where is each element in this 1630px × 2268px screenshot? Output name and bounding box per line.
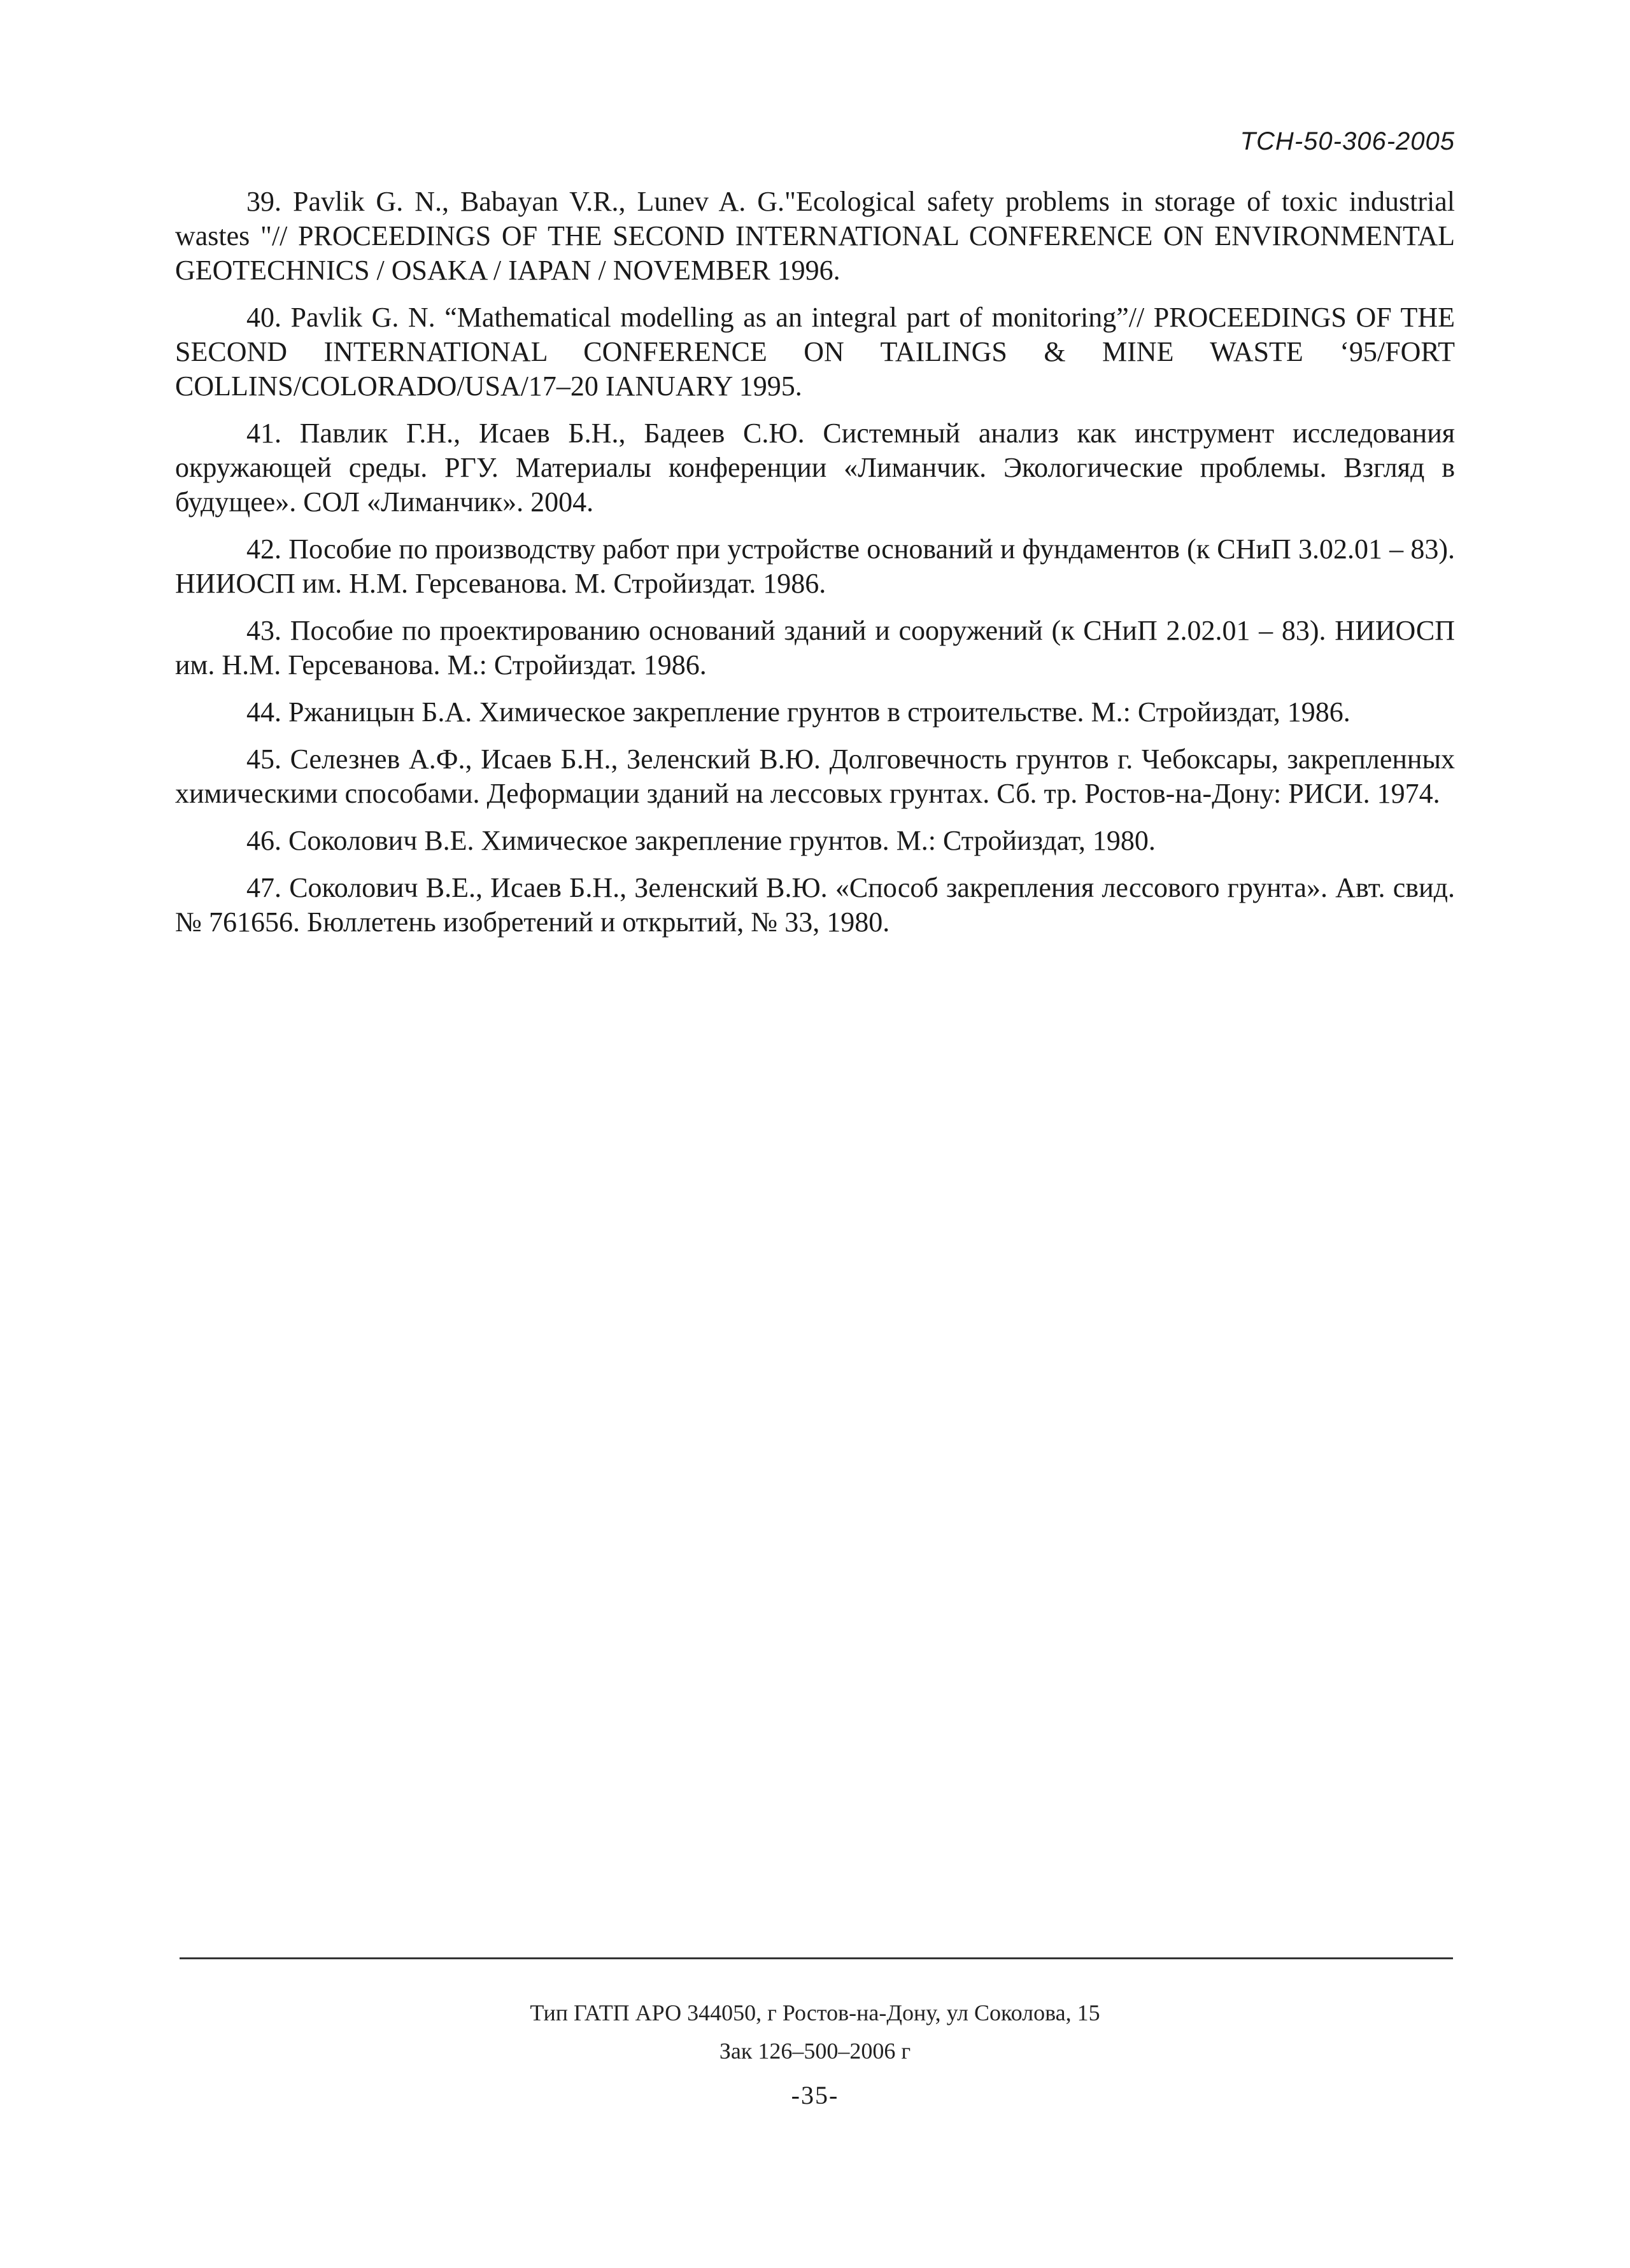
page-number: -35- bbox=[791, 2081, 839, 2110]
reference-item-41: 41. Павлик Г.Н., Исаев Б.Н., Бадеев С.Ю. Системный анализ как инструмент исследования окружающей среды. РГУ. Материалы конференции «Лиманчик. Экологические проблемы. Взгляд в будущее». СОЛ «Лиманчик». 2004. bbox=[175, 418, 1455, 518]
reference-item-40: 40. Pavlik G. N. “Mathematical modelling as an integral part of monitoring”// PROCEEDINGS OF THE SECOND INTERNATIONAL CONFERENCE ON TAILINGS & MINE WASTE ‘95/FORT COLLINS/COLORADO/USA/17–20 IANUARY 1995. bbox=[175, 302, 1455, 402]
reference-item-46: 46. Соколович В.Е. Химическое закрепление грунтов. М.: Стройиздат, 1980. bbox=[246, 825, 1156, 856]
reference-item-42: 42. Пособие по производству работ при устройстве оснований и фундаментов (к СНиП 3.02.01 – 83). НИИОСП им. Н.М. Герсеванова. М. Стройиздат. 1986. bbox=[175, 533, 1455, 599]
footer-divider bbox=[180, 1957, 1453, 1959]
order-number: Зак 126–500–2006 г bbox=[719, 2038, 911, 2064]
reference-list bbox=[175, 185, 1455, 952]
document-code: ТСН-50-306-2005 bbox=[1240, 127, 1455, 155]
reference-item-47: 47. Соколович В.Е., Исаев Б.Н., Зеленский В.Ю. «Способ закрепления лессового грунта». Авт. свид. № 761656. Бюллетень изобретений и открытий, № 33, 1980. bbox=[175, 872, 1455, 938]
printer-imprint: Тип ГАТП АРО 344050, г Ростов-на-Дону, ул Соколова, 15 bbox=[530, 2000, 1100, 2025]
reference-item-45: 45. Селезнев А.Ф., Исаев Б.Н., Зеленский В.Ю. Долговечность грунтов г. Чебоксары, закрепленных химическими способами. Деформации зданий на лессовых грунтах. Сб. тр. Ростов-на-Дону: РИСИ. 1974. bbox=[175, 743, 1455, 809]
reference-item-39: 39. Pavlik G. N., Babayan V.R., Lunev A. G."Ecological safety problems in storage of toxic industrial wastes "// PROCEEDINGS OF THE SECOND INTERNATIONAL CONFERENCE ON ENVIRONMENTAL GEOTECHNICS / OSAKA / IAPAN / NOVEMBER 1996. bbox=[175, 186, 1455, 286]
reference-item-43: 43. Пособие по проектированию оснований зданий и сооружений (к СНиП 2.02.01 – 83). НИИОСП им. Н.М. Герсеванова. М.: Стройиздат. 1986. bbox=[175, 615, 1455, 680]
reference-item-44: 44. Ржаницын Б.А. Химическое закрепление грунтов в строительстве. М.: Стройиздат, 1986. bbox=[246, 696, 1350, 728]
